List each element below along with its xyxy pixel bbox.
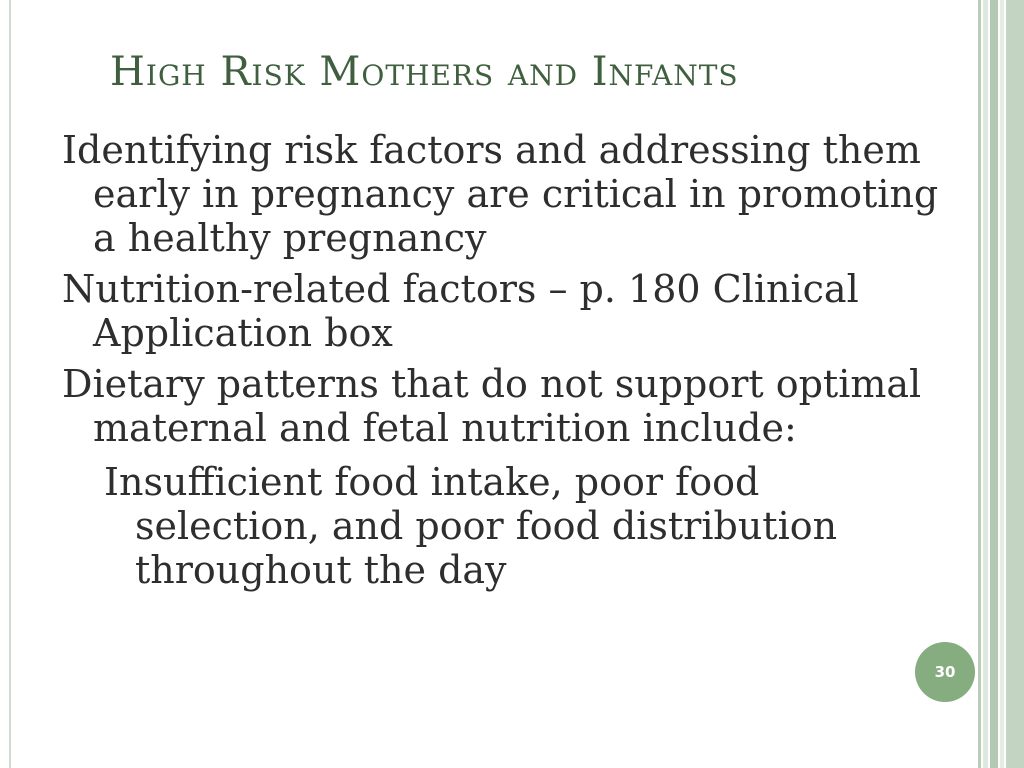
slide-title: High Risk Mothers and Infants bbox=[110, 49, 739, 95]
body-paragraph: Identifying risk factors and addressing them early in pregnancy are critical in promoting a healthy pregnancy bbox=[62, 128, 939, 260]
decorative-stripe bbox=[983, 0, 988, 768]
decorative-stripe bbox=[990, 0, 998, 768]
sub-paragraph: Insufficient food intake, poor food selection, and poor food distribution throughout the day bbox=[104, 460, 838, 592]
body-paragraph: Nutrition-related factors – p. 180 Clinical Application box bbox=[62, 267, 859, 355]
decorative-stripe bbox=[1000, 0, 1004, 768]
decorative-stripe bbox=[1006, 0, 1024, 768]
page-number-badge: 30 bbox=[915, 642, 975, 702]
body-paragraph: Dietary patterns that do not support optimal maternal and fetal nutrition include: bbox=[62, 362, 922, 450]
left-frame-line bbox=[9, 0, 11, 768]
decorative-stripe bbox=[978, 0, 981, 768]
slide-body bbox=[62, 128, 942, 599]
